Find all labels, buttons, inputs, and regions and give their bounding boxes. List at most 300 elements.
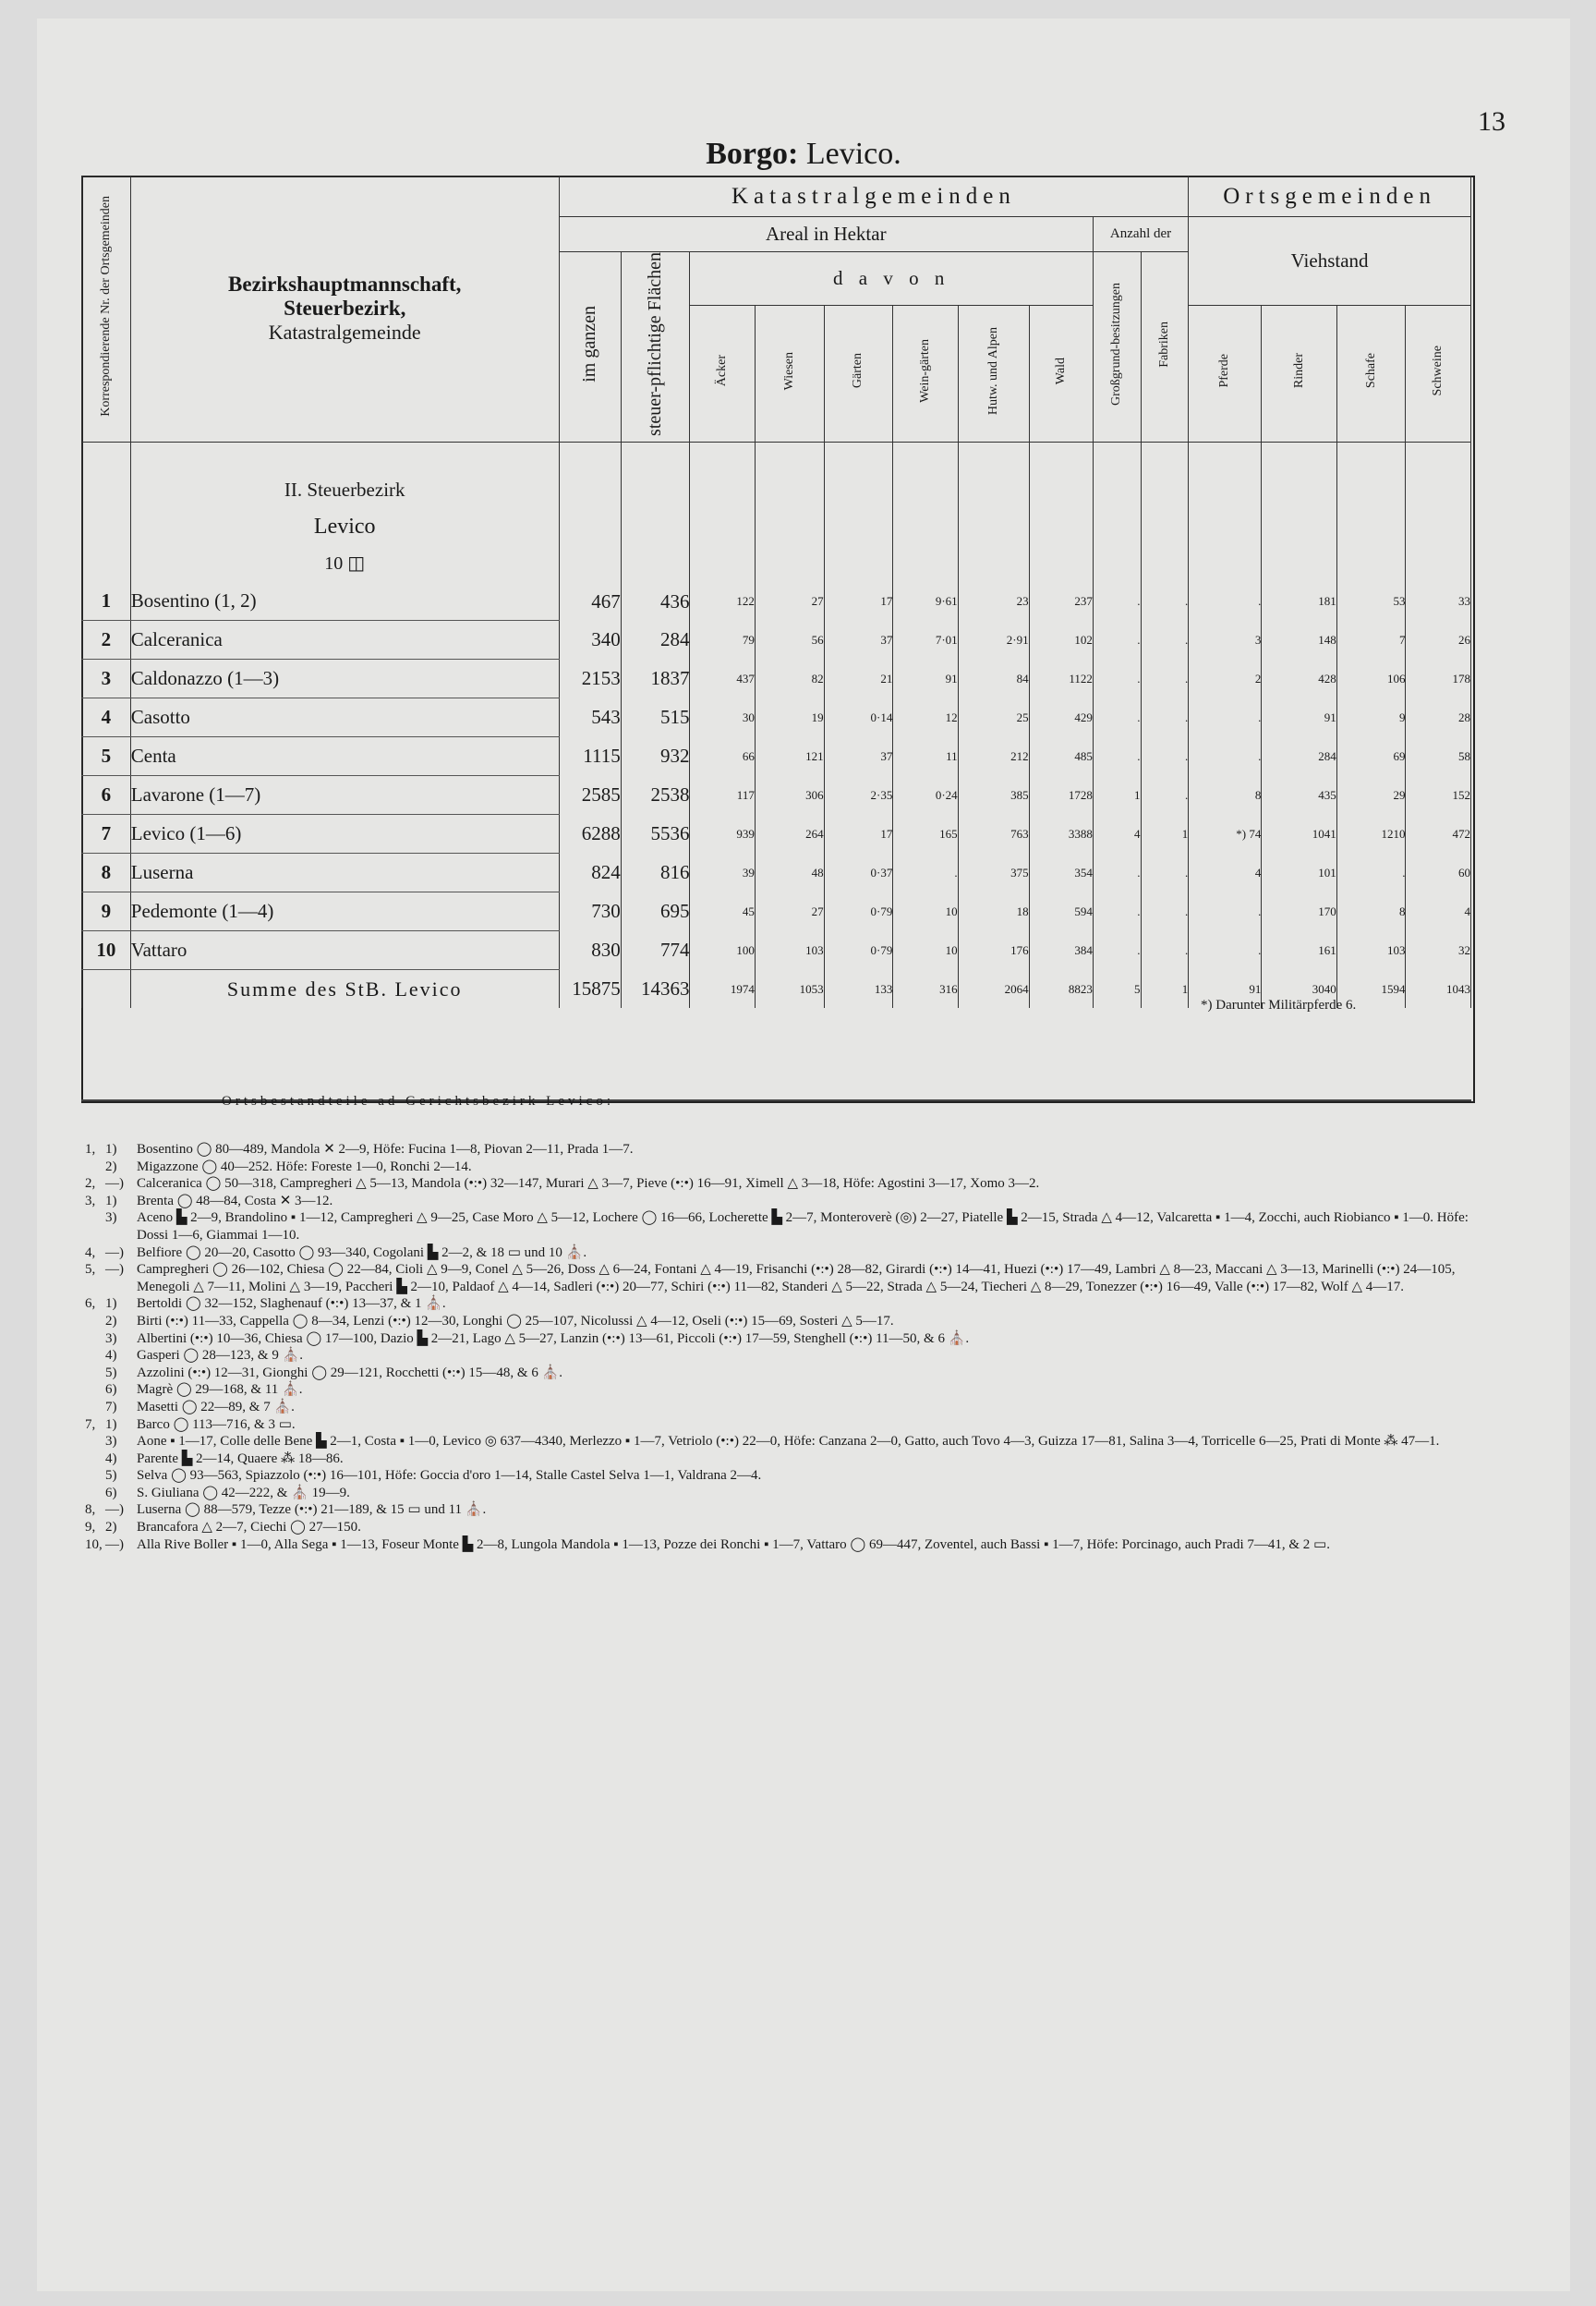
statistics-table <box>81 176 1471 1008</box>
cell-pferde: . <box>1189 737 1262 776</box>
cell-steuer: 436 <box>621 582 690 621</box>
cell-wald: 429 <box>1029 698 1093 737</box>
cell-rinder: 284 <box>1262 737 1336 776</box>
entry-text: Gasperi ◯ 28—123, & 9 ⛪. <box>137 1348 304 1364</box>
entry-cadastral-number: 3) <box>105 1434 117 1450</box>
entry-text: Albertini (•:•) 10—36, Chiesa ◯ 17—100, Dazio ▙ 2—21, Lago △ 5—27, Lanzin (•:•) 13—61, Piccoli (•:•) 17—59, Stenghell (•:•) 11—50, & 6 ⛪. <box>137 1330 970 1346</box>
cell-schafe: 53 <box>1336 582 1406 621</box>
entry-community-number <box>85 1467 105 1485</box>
cell-ganz: 467 <box>559 582 621 621</box>
cell-pferde: 8 <box>1189 776 1262 815</box>
entry-community-number: 10, <box>85 1536 103 1552</box>
cell-schafe: 29 <box>1336 776 1406 815</box>
cell-wald: 1728 <box>1029 776 1093 815</box>
cell-steuer: 1837 <box>621 660 690 698</box>
col-nr-header: Korrespondierende Nr. der Ortsgemeinden <box>82 176 131 443</box>
row-name: Bosentino (1, 2) <box>130 582 559 621</box>
entry-text: Alla Rive Boller ▪ 1—0, Alla Sega ▪ 1—13, Foseur Monte ▙ 2—8, Lungola Mandola ▪ 1—13, Pozze dei Ronchi ▪ 1—7, Vattaro ◯ 69—447, Zoventel, auch Bassi ▪ 1—7, Höfe: Porcinago, auch Pradi 7—41, & 2 ▭. <box>137 1536 1330 1552</box>
entry-community-number: 8, <box>85 1502 96 1518</box>
cell-steuer: 515 <box>621 698 690 737</box>
list-item <box>85 1295 1470 1313</box>
anzahl-header: Anzahl der <box>1093 217 1188 252</box>
page-title <box>37 137 1570 172</box>
cell-schweine: 28 <box>1406 698 1471 737</box>
entry-text: Masetti ◯ 22—89, & 7 ⛪. <box>137 1399 295 1414</box>
cell-rinder: 148 <box>1262 621 1336 660</box>
cell-pferde: . <box>1189 931 1262 970</box>
cell-pferde: 3 <box>1189 621 1262 660</box>
col-rinder: Rinder <box>1262 305 1336 442</box>
table-row <box>82 892 1471 931</box>
col-gaerten: Gärten <box>824 305 893 442</box>
list-item <box>85 1193 1470 1210</box>
cell-wiesen: 56 <box>755 621 824 660</box>
entry-cadastral-number: 2) <box>105 1159 117 1174</box>
entry-community-number: 7, <box>85 1416 96 1432</box>
cell-hutw: 25 <box>958 698 1029 737</box>
entry-text: Magrè ◯ 29—168, & 11 ⛪. <box>137 1382 303 1398</box>
cell-gaerten: 37 <box>824 621 893 660</box>
row-number: 5 <box>82 737 131 776</box>
cell-schweine: 472 <box>1406 815 1471 854</box>
cell-wein: 10 <box>893 892 958 931</box>
cell-wald: 102 <box>1029 621 1093 660</box>
entry-text: Bosentino ◯ 80—489, Mandola ✕ 2—9, Höfe: Fucina 1—8, Piovan 2—11, Prada 1—7. <box>137 1142 634 1157</box>
title-district: Borgo: <box>706 137 799 171</box>
row-number: 6 <box>82 776 131 815</box>
cell-schafe: 7 <box>1336 621 1406 660</box>
entry-text: Migazzone ◯ 40—252. Höfe: Foreste 1—0, Ronchi 2—14. <box>137 1159 472 1174</box>
entry-text: S. Giuliana ◯ 42—222, & ⛪ 19—9. <box>137 1485 350 1500</box>
cell-schweine: 26 <box>1406 621 1471 660</box>
col-schweine: Schweine <box>1406 305 1471 442</box>
cell-gross: . <box>1093 698 1141 737</box>
entry-community-number: 5, <box>85 1262 96 1278</box>
cell-wiesen: 27 <box>755 582 824 621</box>
cell-wiesen: 121 <box>755 737 824 776</box>
row-name: Vattaro <box>130 931 559 970</box>
cell-steuer: 816 <box>621 854 690 892</box>
cell-schweine: 58 <box>1406 737 1471 776</box>
list-item <box>85 1175 1470 1193</box>
cell-gaerten: 17 <box>824 582 893 621</box>
entry-text: Aone ▪ 1—17, Colle delle Bene ▙ 2—1, Costa ▪ 1—0, Levico ◎ 637—4340, Merlezzo ▪ 1—7, Vetriolo (•:•) 22—0, Höfe: Canzana 2—0, Gatto, auch Tovo 4—3, Guizza 17—81, Salina 3—4, Torricelle 6—25, Prati di Monte ⁂ 47—1. <box>137 1434 1440 1450</box>
cell-aecker: 437 <box>690 660 755 698</box>
row-number: 3 <box>82 660 131 698</box>
cell-fabr: . <box>1141 660 1189 698</box>
entry-cadastral-number: 2) <box>105 1313 117 1329</box>
col-schafe: Schafe <box>1336 305 1406 442</box>
entry-text: Birti (•:•) 11—33, Cappella ◯ 8—34, Lenzi (•:•) 12—30, Longhi ◯ 25—107, Nicolussi △ 4—12, Oseli (•:•) 15—69, Sosteri △ 5—17. <box>137 1313 894 1329</box>
cell-gaerten: 0·79 <box>824 931 893 970</box>
cell-pferde: . <box>1189 582 1262 621</box>
col-fabriken: Fabriken <box>1141 252 1189 443</box>
table-row <box>82 621 1471 660</box>
cell-hutw: 385 <box>958 776 1029 815</box>
cell-pferde: 2 <box>1189 660 1262 698</box>
cell-pferde: *) 74 <box>1189 815 1262 854</box>
cell-gaerten: 2·35 <box>824 776 893 815</box>
cell-gaerten: 37 <box>824 737 893 776</box>
cell-gross: . <box>1093 854 1141 892</box>
cell-gaerten: 0·79 <box>824 892 893 931</box>
list-item <box>85 1536 1470 1554</box>
cell-aecker: 939 <box>690 815 755 854</box>
cell-ganz: 340 <box>559 621 621 660</box>
entry-cadastral-number: —) <box>105 1536 124 1552</box>
list-item <box>85 1244 1470 1262</box>
entry-cadastral-number: 6) <box>105 1382 117 1398</box>
list-item <box>85 1399 1470 1416</box>
table-row <box>82 854 1471 892</box>
cell-aecker: 117 <box>690 776 755 815</box>
cell-wiesen: 264 <box>755 815 824 854</box>
row-name: Levico (1—6) <box>130 815 559 854</box>
row-name: Calceranica <box>130 621 559 660</box>
cell-wiesen: 82 <box>755 660 824 698</box>
list-item <box>85 1501 1470 1519</box>
list-item <box>85 1261 1470 1295</box>
entry-community-number <box>85 1381 105 1399</box>
cell-wald: 237 <box>1029 582 1093 621</box>
entry-cadastral-number: 5) <box>105 1468 117 1484</box>
cell-aecker: 100 <box>690 931 755 970</box>
cell-ganz: 2153 <box>559 660 621 698</box>
entry-community-number: 1, <box>85 1142 96 1157</box>
cell-wiesen: 306 <box>755 776 824 815</box>
table-footnote: *) Darunter Militärpferde 6. <box>1201 998 1357 1013</box>
row-name: Luserna <box>130 854 559 892</box>
cell-schweine: 33 <box>1406 582 1471 621</box>
cell-steuer: 284 <box>621 621 690 660</box>
sum-aecker: 1974 <box>690 970 755 1009</box>
cell-wein: 165 <box>893 815 958 854</box>
cell-ganz: 824 <box>559 854 621 892</box>
cell-schafe: 106 <box>1336 660 1406 698</box>
orts-group-header: Ortsgemeinden <box>1189 176 1471 217</box>
cell-wein: 0·24 <box>893 776 958 815</box>
col-wald: Wald <box>1029 305 1093 442</box>
title-court: Levico. <box>805 137 901 171</box>
entry-cadastral-number: —) <box>105 1176 124 1192</box>
cell-hutw: 212 <box>958 737 1029 776</box>
cell-gross: . <box>1093 660 1141 698</box>
table-row <box>82 737 1471 776</box>
entry-cadastral-number: 3) <box>105 1210 117 1226</box>
cell-rinder: 1041 <box>1262 815 1336 854</box>
row-number: 4 <box>82 698 131 737</box>
district-header-cell <box>130 442 559 582</box>
section-label: II. Steuerbezirk <box>284 479 405 502</box>
cell-fabr: . <box>1141 582 1189 621</box>
sum-fabr: 1 <box>1141 970 1189 1009</box>
entry-community-number <box>85 1159 105 1176</box>
table-row <box>82 931 1471 970</box>
entry-text: Selva ◯ 93—563, Spiazzolo (•:•) 16—101, Höfe: Goccia d'oro 1—14, Stalle Castel Selva 1—1, Valdrana 2—4. <box>137 1468 762 1484</box>
cell-fabr: . <box>1141 698 1189 737</box>
col-pferde: Pferde <box>1189 305 1262 442</box>
viehstand-header: Viehstand <box>1189 217 1471 306</box>
entry-community-number: 3, <box>85 1193 96 1208</box>
district-code: 10 ◫ <box>324 553 366 575</box>
entry-text: Luserna ◯ 88—579, Tezze (•:•) 21—189, & 15 ▭ und 11 ⛪. <box>137 1502 487 1518</box>
entry-community-number <box>85 1330 105 1348</box>
cell-hutw: 18 <box>958 892 1029 931</box>
list-item <box>85 1467 1470 1485</box>
list-item <box>85 1519 1470 1536</box>
cell-schweine: 60 <box>1406 854 1471 892</box>
cell-fabr: . <box>1141 737 1189 776</box>
cell-schafe: 9 <box>1336 698 1406 737</box>
cell-schafe: 1210 <box>1336 815 1406 854</box>
entry-cadastral-number: —) <box>105 1244 124 1260</box>
list-item <box>85 1347 1470 1365</box>
district-label: Levico <box>313 515 376 540</box>
table-body <box>82 442 1471 1008</box>
entry-community-number <box>85 1365 105 1382</box>
cell-pferde: . <box>1189 892 1262 931</box>
entry-text: Campregheri ◯ 26—102, Chiesa ◯ 22—84, Cioli △ 9—9, Conel △ 5—26, Doss △ 6—24, Fontani △ 4—19, Frisanchi (•:•) 28—82, Girardi (•:•) 14—41, Huezi (•:•) 17—49, Lambri △ 8—23, Maccani △ 3—13, Marinelli (•:•) 24—105, Menegoli △ 7—11, Molini △ 3—19, Paccheri ▙ 2—10, Paldaof △ 4—14, Sadleri (•:•) 20—77, Schiri (•:•) 11—82, Standeri △ 5—22, Strada △ 5—24, Tiecheri △ 8—29, Tonezzer (•:•) 16—49, Valle (•:•) 17—82, Wolf △ 4—17. <box>137 1262 1456 1294</box>
entry-text: Calceranica ◯ 50—318, Campregheri △ 5—13, Mandola (•:•) 32—147, Murari △ 3—7, Pieve (•:•) 16—91, Ximell △ 3—18, Höfe: Agostini 3—17, Xomo 3—2. <box>137 1176 1040 1192</box>
entry-text: Barco ◯ 113—716, & 3 ▭. <box>137 1416 296 1432</box>
entry-community-number <box>85 1485 105 1502</box>
row-name: Centa <box>130 737 559 776</box>
row-name: Caldonazzo (1—3) <box>130 660 559 698</box>
cell-wein: 11 <box>893 737 958 776</box>
cell-schweine: 4 <box>1406 892 1471 931</box>
cell-gross: . <box>1093 892 1141 931</box>
sum-ganz: 15875 <box>559 970 621 1009</box>
sum-gross: 5 <box>1093 970 1141 1009</box>
cell-gaerten: 17 <box>824 815 893 854</box>
entry-community-number <box>85 1347 105 1365</box>
entry-cadastral-number: 6) <box>105 1485 117 1500</box>
entry-text: Belfiore ◯ 20—20, Casotto ◯ 93—340, Cogolani ▙ 2—2, & 18 ▭ und 10 ⛪. <box>137 1244 587 1260</box>
cell-aecker: 66 <box>690 737 755 776</box>
row-name: Casotto <box>130 698 559 737</box>
sum-steuer: 14363 <box>621 970 690 1009</box>
row-number: 8 <box>82 854 131 892</box>
row-number: 10 <box>82 931 131 970</box>
cell-steuer: 695 <box>621 892 690 931</box>
cell-fabr: . <box>1141 854 1189 892</box>
cell-schafe: 8 <box>1336 892 1406 931</box>
entry-text: Parente ▙ 2—14, Quaere ⁂ 18—86. <box>137 1450 344 1466</box>
list-item <box>85 1381 1470 1399</box>
row-number: 2 <box>82 621 131 660</box>
page-number: 13 <box>1478 106 1505 137</box>
cell-pferde: 4 <box>1189 854 1262 892</box>
entry-text: Brenta ◯ 48—84, Costa ✕ 3—12. <box>137 1193 333 1208</box>
cell-gross: . <box>1093 931 1141 970</box>
cell-fabr: 1 <box>1141 815 1189 854</box>
cell-aecker: 45 <box>690 892 755 931</box>
cell-schafe: 103 <box>1336 931 1406 970</box>
entry-cadastral-number: 3) <box>105 1330 117 1346</box>
cell-gross: 4 <box>1093 815 1141 854</box>
areal-header: Areal in Hektar <box>559 217 1093 252</box>
entry-text: Brancafora △ 2—7, Ciechi ◯ 27—150. <box>137 1520 361 1535</box>
cell-ganz: 730 <box>559 892 621 931</box>
cell-wiesen: 103 <box>755 931 824 970</box>
katastral-group-header: Katastralgemeinden <box>559 176 1189 217</box>
cell-steuer: 774 <box>621 931 690 970</box>
col-im-ganzen: im ganzen <box>559 252 621 443</box>
cell-hutw: 763 <box>958 815 1029 854</box>
list-item <box>85 1450 1470 1468</box>
entry-cadastral-number: 4) <box>105 1450 117 1466</box>
sum-label: Summe des StB. Levico <box>130 970 559 1009</box>
col-wiesen: Wiesen <box>755 305 824 442</box>
sum-rinder: 3040 <box>1262 970 1336 1009</box>
cell-aecker: 39 <box>690 854 755 892</box>
entry-community-number: 2, <box>85 1176 96 1192</box>
cell-fabr: . <box>1141 892 1189 931</box>
cell-fabr: . <box>1141 621 1189 660</box>
cell-schweine: 178 <box>1406 660 1471 698</box>
sum-wald: 8823 <box>1029 970 1093 1009</box>
sum-gaerten: 133 <box>824 970 893 1009</box>
table-row <box>82 582 1471 621</box>
entry-cadastral-number: 1) <box>105 1296 117 1312</box>
table-row <box>82 776 1471 815</box>
entry-cadastral-number: 1) <box>105 1416 117 1432</box>
cell-wiesen: 27 <box>755 892 824 931</box>
cell-aecker: 30 <box>690 698 755 737</box>
cell-wald: 594 <box>1029 892 1093 931</box>
cell-ganz: 6288 <box>559 815 621 854</box>
table-row <box>82 698 1471 737</box>
sum-pferde: 91 <box>1189 970 1262 1009</box>
cell-gross: . <box>1093 737 1141 776</box>
cell-gaerten: 0·14 <box>824 698 893 737</box>
sum-wiesen: 1053 <box>755 970 824 1009</box>
entry-cadastral-number: —) <box>105 1502 124 1518</box>
cell-wald: 354 <box>1029 854 1093 892</box>
cell-ganz: 543 <box>559 698 621 737</box>
list-item <box>85 1209 1470 1244</box>
cell-wald: 1122 <box>1029 660 1093 698</box>
list-item <box>85 1433 1470 1450</box>
cell-rinder: 170 <box>1262 892 1336 931</box>
cell-wein: 10 <box>893 931 958 970</box>
cell-gross: . <box>1093 582 1141 621</box>
cell-schweine: 152 <box>1406 776 1471 815</box>
list-item <box>85 1313 1470 1330</box>
list-item <box>85 1330 1470 1348</box>
cell-gross: . <box>1093 621 1141 660</box>
row-number: 9 <box>82 892 131 931</box>
entry-community-number <box>85 1313 105 1330</box>
entry-cadastral-number: —) <box>105 1262 124 1278</box>
entry-cadastral-number: 1) <box>105 1193 117 1208</box>
cell-ganz: 2585 <box>559 776 621 815</box>
cell-wald: 3388 <box>1029 815 1093 854</box>
cell-wald: 384 <box>1029 931 1093 970</box>
cell-schafe: 69 <box>1336 737 1406 776</box>
sum-schweine: 1043 <box>1406 970 1471 1009</box>
cell-wiesen: 19 <box>755 698 824 737</box>
cell-ganz: 830 <box>559 931 621 970</box>
col-steuerpflichtig: steuer-pflichtige Flächen <box>621 252 690 443</box>
cell-pferde: . <box>1189 698 1262 737</box>
cell-aecker: 79 <box>690 621 755 660</box>
cell-rinder: 101 <box>1262 854 1336 892</box>
sum-schafe: 1594 <box>1336 970 1406 1009</box>
entry-cadastral-number: 2) <box>105 1520 117 1535</box>
cell-ganz: 1115 <box>559 737 621 776</box>
ortsbestandteile-list <box>85 1141 1470 1553</box>
cell-wald: 485 <box>1029 737 1093 776</box>
table-row <box>82 660 1471 698</box>
entry-community-number: 6, <box>85 1296 96 1312</box>
cell-wein: 12 <box>893 698 958 737</box>
davon-header: d a v o n <box>690 252 1093 306</box>
cell-wiesen: 48 <box>755 854 824 892</box>
cell-wein: 9·61 <box>893 582 958 621</box>
cell-schafe: . <box>1336 854 1406 892</box>
entry-cadastral-number: 1) <box>105 1142 117 1157</box>
cell-steuer: 2538 <box>621 776 690 815</box>
cell-steuer: 932 <box>621 737 690 776</box>
cell-hutw: 23 <box>958 582 1029 621</box>
cell-rinder: 428 <box>1262 660 1336 698</box>
table-row <box>82 815 1471 854</box>
cell-fabr: . <box>1141 776 1189 815</box>
cell-rinder: 435 <box>1262 776 1336 815</box>
col-grossgrund: Großgrund-besitzungen <box>1093 252 1141 443</box>
col-aecker: Äcker <box>690 305 755 442</box>
list-item <box>85 1365 1470 1382</box>
entry-cadastral-number: 7) <box>105 1399 117 1414</box>
cell-wein: 7·01 <box>893 621 958 660</box>
cell-hutw: 375 <box>958 854 1029 892</box>
cell-gaerten: 21 <box>824 660 893 698</box>
cell-wein: . <box>893 854 958 892</box>
entry-community-number: 4, <box>85 1244 96 1260</box>
cell-hutw: 176 <box>958 931 1029 970</box>
entry-cadastral-number: 4) <box>105 1348 117 1364</box>
cell-schweine: 32 <box>1406 931 1471 970</box>
cell-aecker: 122 <box>690 582 755 621</box>
list-item <box>85 1159 1470 1176</box>
entry-text: Bertoldi ◯ 32—152, Slaghenauf (•:•) 13—37, & 1 ⛪. <box>137 1296 446 1312</box>
list-item <box>85 1141 1470 1159</box>
cell-wein: 91 <box>893 660 958 698</box>
row-name: Pedemonte (1—4) <box>130 892 559 931</box>
cell-hutw: 2·91 <box>958 621 1029 660</box>
col-weingaerten: Wein-gärten <box>893 305 958 442</box>
row-number: 7 <box>82 815 131 854</box>
entry-text: Azzolini (•:•) 12—31, Gionghi ◯ 29—121, Rocchetti (•:•) 15—48, & 6 ⛪. <box>137 1365 563 1380</box>
cell-rinder: 161 <box>1262 931 1336 970</box>
cell-gross: 1 <box>1093 776 1141 815</box>
col-hutweiden: Hutw. und Alpen <box>958 305 1029 442</box>
entry-community-number <box>85 1399 105 1416</box>
list-item <box>85 1485 1470 1502</box>
ortsbestandteile-title: Ortsbestandteile ad Gerichtsbezirk Levico: <box>222 1094 614 1109</box>
cell-hutw: 84 <box>958 660 1029 698</box>
cell-fabr: . <box>1141 931 1189 970</box>
entry-cadastral-number: 5) <box>105 1365 117 1380</box>
entry-text: Aceno ▙ 2—9, Brandolino ▪ 1—12, Campregheri △ 9—25, Case Moro △ 5—12, Lochere ◯ 16—66, Locherette ▙ 2—7, Monteroverè (◎) 2—27, Piatelle ▙ 2—15, Strada △ 4—12, Valcaretta ▪ 1—4, Zocchi, auch Riobianco ▪ 1—0. Höfe: Dossi 1—6, Giammai 1—10. <box>137 1210 1469 1243</box>
cell-gaerten: 0·37 <box>824 854 893 892</box>
list-item <box>85 1416 1470 1434</box>
entry-community-number <box>85 1209 105 1244</box>
col-name-header: Bezirkshauptmannschaft, Steuerbezirk, Katastralgemeinde <box>130 176 559 443</box>
entry-community-number <box>85 1450 105 1468</box>
cell-steuer: 5536 <box>621 815 690 854</box>
